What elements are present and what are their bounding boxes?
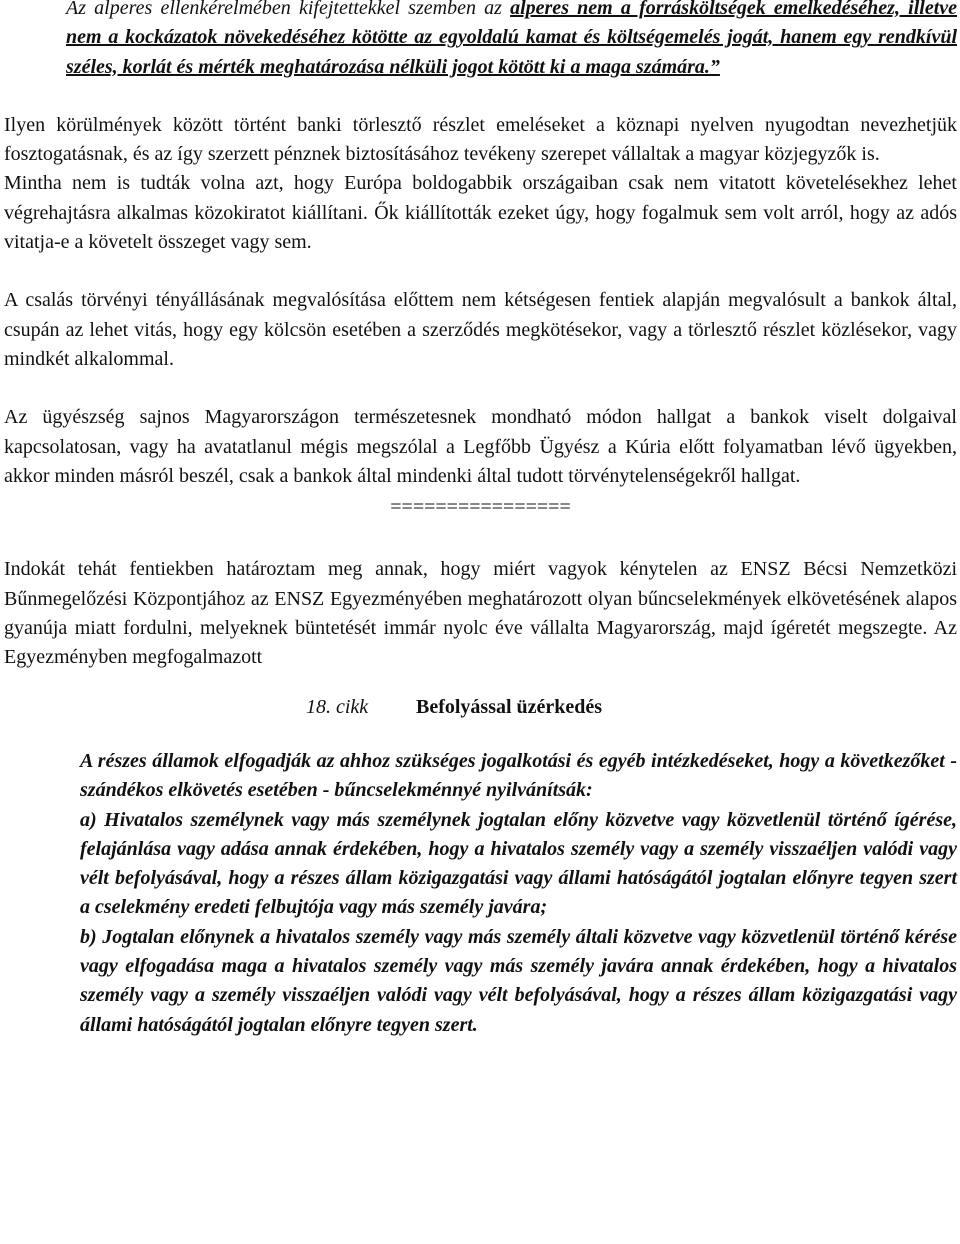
quote-underlined-text: alperes nem a forrásköltségek emelkedéséhez, illetve nem a kockázatok növekedéséhez kötötte az egyoldalú kamat és költségemelés jogát, hanem egy rendkívül széles, korlát és mérték meghatározása nélküli jogot kötött ki a maga számára.” xyxy=(66,0,958,78)
quoted-passage xyxy=(66,0,957,82)
article-item-a: a) Hivatalos személynek vagy más személynek jogtalan előny közvetve vagy közvetlenül történő ígérése, felajánlása vagy adása annak érdekében, hogy a hivatalos személy vagy a személy visszaéljen valódi vagy vélt befolyásával, hogy a részes állam közigazgatási vagy állami hatóságától jogtalan előnyre tegyen szert a cselekmény eredeti felbujtója vagy más személy javára; xyxy=(80,808,957,919)
quote-plain-text: Az alperes ellenkérelmében kifejtettekkel szemben az xyxy=(66,0,511,19)
separator-line: ================ xyxy=(390,496,571,519)
paragraph-2: Mintha nem is tudták volna azt, hogy Európa boldogabbik országaiban csak nem vitatott követelésekhez lehet végrehajtásra alkalmas közokiratot kiállítani. Ők kiállították ezeket úgy, hogy fogalmuk sem volt arról, hogy az adós vitatja-e a követelt összeget vagy sem. xyxy=(4,172,957,254)
article-body xyxy=(80,747,957,1040)
article-heading xyxy=(4,693,957,722)
article-item-b: b) Jogtalan előnynek a hivatalos személy vagy más személy általi közvetve vagy közvetlenül történő kérése vagy elfogadása maga a hivatalos személy vagy más személy javára annak érdekében, hogy a hivatalos személy vagy a személy visszaéljen valódi vagy vélt befolyásával, hogy a részes állam közigazgatási vagy állami hatóságától jogtalan előnyre tegyen szert. xyxy=(80,925,957,1036)
article-intro: A részes államok elfogadják az ahhoz szükséges jogalkotási és egyéb intézkedéseket, hogy a következőket - szándékos elkövetés esetében - bűncselekménnyé nyilvánítsák: xyxy=(80,749,957,802)
paragraph-3: A csalás törvényi tényállásának megvalósítása előttem nem kétségesen fentiek alapján megvalósult a bankok által, csupán az lehet vitás, hogy egy kölcsön esetében a szerződés megkötésekor, vagy a törlesztő részlet közlésekor, vagy mindkét alkalommal. xyxy=(4,289,957,370)
paragraph-1: Ilyen körülmények között történt banki törlesztő részlet emeléseket a köznapi nyelven nyugodtan nevezhetjük fosztogatásnak, és az így szerzett pénznek biztosításához tevékeny szerepet vállaltak a magyar közjegyzők is. xyxy=(4,113,957,166)
paragraph-4: Az ügyészség sajnos Magyarországon természetesnek mondható módon hallgat a bankok viselt dolgaival kapcsolatosan, vagy ha avatatlanul mégis megszólal a Legfőbb Ügyész a Kúria előtt folyamatban lévő ügyekben, akkor minden másról beszél, csak a bankok által mindenki által tudott törvénytelenségekről hallgat. xyxy=(4,406,957,487)
article-title: Befolyással üzérkedés xyxy=(416,695,603,718)
paragraph-5: Indokát tehát fentiekben határoztam meg annak, hogy miért vagyok kénytelen az ENSZ Bécsi Nemzetközi Bűnmegelőzési Központjához az ENSZ Egyezményében meghatározott olyan bűncselekmények elkövetésének alapos gyanúja miatt fordulni, melyeknek büntetését immár nyolc éve vállalta Magyarország, majd ígéretét megszegte. Az Egyezményben megfogalmazott xyxy=(4,558,957,669)
article-number: 18. cikk xyxy=(306,695,369,718)
